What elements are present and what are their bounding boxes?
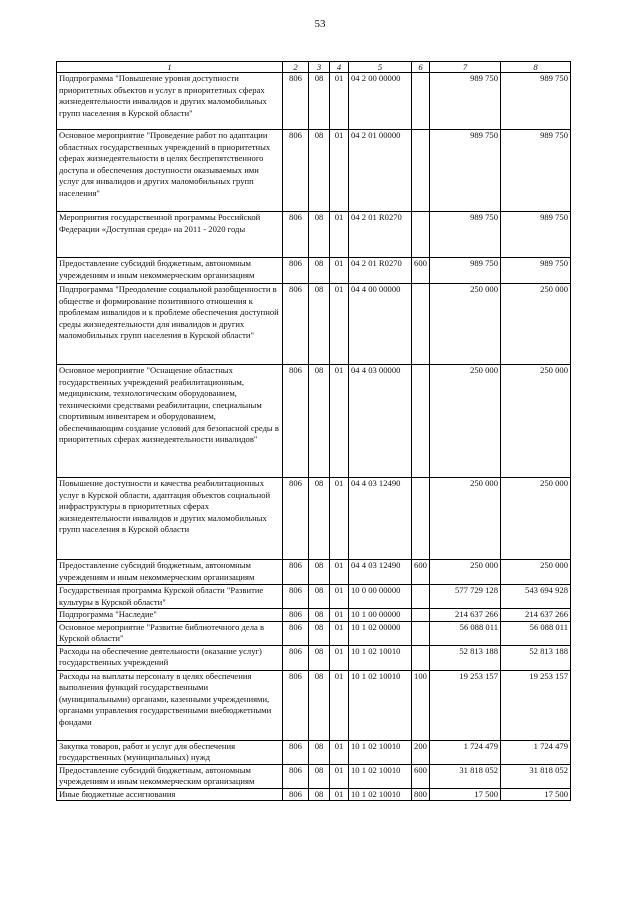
row-section: 08 xyxy=(309,365,330,478)
row-amount-1: 989 750 xyxy=(430,258,501,284)
row-expense-type: 600 xyxy=(412,258,430,284)
col-header-8: 8 xyxy=(501,62,571,73)
row-subsection: 01 xyxy=(330,670,349,740)
row-target-article: 04 4 03 00000 xyxy=(349,365,412,478)
row-section: 08 xyxy=(309,284,330,365)
row-amount-2: 19 253 157 xyxy=(501,670,571,740)
row-name: Иные бюджетные ассигнования xyxy=(57,788,283,801)
col-header-1: 1 xyxy=(57,62,283,73)
row-section: 08 xyxy=(309,740,330,764)
row-amount-1: 989 750 xyxy=(430,73,501,130)
row-amount-1: 214 637 266 xyxy=(430,609,501,622)
row-subsection: 01 xyxy=(330,212,349,258)
row-expense-type xyxy=(412,365,430,478)
col-header-6: 6 xyxy=(412,62,430,73)
row-name: Основное мероприятие "Оснащение областных государственных учреждений реабилитационным, медицинским, технологическим оборудованием, техническими средствами реабилитации, специальным спортивным инвентарем и оборудованием, обеспечивающим создание условий для безопасной среды в приоритетных сферах жизнедеятельности инвалидов" xyxy=(57,365,283,478)
row-expense-type xyxy=(412,130,430,212)
row-target-article: 04 2 01 R0270 xyxy=(349,258,412,284)
row-expense-type: 100 xyxy=(412,670,430,740)
row-amount-1: 250 000 xyxy=(430,365,501,478)
row-target-article: 10 1 02 10010 xyxy=(349,740,412,764)
row-subsection: 01 xyxy=(330,73,349,130)
row-section: 08 xyxy=(309,788,330,801)
row-amount-2: 250 000 xyxy=(501,478,571,560)
row-amount-1: 31 818 052 xyxy=(430,764,501,788)
row-amount-2: 250 000 xyxy=(501,365,571,478)
row-name: Предоставление субсидий бюджетным, автономным учреждениям и иным некоммерческим организациям xyxy=(57,764,283,788)
row-amount-1: 56 088 011 xyxy=(430,621,501,645)
row-expense-type xyxy=(412,284,430,365)
row-expense-type: 600 xyxy=(412,764,430,788)
row-grbs: 806 xyxy=(283,478,309,560)
row-subsection: 01 xyxy=(330,560,349,585)
row-amount-1: 250 000 xyxy=(430,560,501,585)
row-amount-2: 17 500 xyxy=(501,788,571,801)
table-row xyxy=(57,788,571,801)
table-row xyxy=(57,609,571,622)
row-name: Предоставление субсидий бюджетным, автономным учреждениям и иным некоммерческим организациям xyxy=(57,560,283,585)
table-row xyxy=(57,621,571,645)
row-target-article: 10 1 00 00000 xyxy=(349,609,412,622)
row-section: 08 xyxy=(309,764,330,788)
col-header-2: 2 xyxy=(283,62,309,73)
row-subsection: 01 xyxy=(330,258,349,284)
table-row xyxy=(57,670,571,740)
row-section: 08 xyxy=(309,130,330,212)
row-grbs: 806 xyxy=(283,560,309,585)
row-subsection: 01 xyxy=(330,621,349,645)
row-grbs: 806 xyxy=(283,73,309,130)
row-subsection: 01 xyxy=(330,645,349,670)
row-subsection: 01 xyxy=(330,130,349,212)
row-name: Повышение доступности и качества реабилитационных услуг в Курской области, адаптация объектов социальной инфраструктуры в приоритетных сферах жизнедеятельности инвалидов и других маломобильных групп населения в Курской области xyxy=(57,478,283,560)
row-subsection: 01 xyxy=(330,788,349,801)
row-name: Основное мероприятие "Проведение работ по адаптации областных государственных учреждений в приоритетных сферах жизнедеятельности в целях беспрепятственного доступа и обеспечения доступности оказываемых ими услуг для инвалидов и других маломобильных групп населения" xyxy=(57,130,283,212)
row-amount-1: 17 500 xyxy=(430,788,501,801)
row-amount-1: 989 750 xyxy=(430,130,501,212)
row-name: Расходы на обеспечение деятельности (оказание услуг) государственных учреждений xyxy=(57,645,283,670)
row-name: Подпрограмма "Преодоление социальной разобщенности в обществе и формирование позитивного отношения к проблемам инвалидов и к проблеме обеспечения доступной среды жизнедеятельности для инвалидов и других маломобильных групп населения в Курской области" xyxy=(57,284,283,365)
row-amount-1: 577 729 128 xyxy=(430,585,501,609)
row-amount-1: 1 724 479 xyxy=(430,740,501,764)
row-name: Государственная программа Курской области "Развитие культуры в Курской области" xyxy=(57,585,283,609)
row-subsection: 01 xyxy=(330,609,349,622)
table-row xyxy=(57,212,571,258)
row-section: 08 xyxy=(309,212,330,258)
row-amount-2: 250 000 xyxy=(501,560,571,585)
row-amount-2: 31 818 052 xyxy=(501,764,571,788)
row-grbs: 806 xyxy=(283,740,309,764)
row-target-article: 10 1 02 10010 xyxy=(349,670,412,740)
row-name: Основное мероприятие "Развитие библиотечного дела в Курской области" xyxy=(57,621,283,645)
row-section: 08 xyxy=(309,609,330,622)
column-header-row xyxy=(57,62,571,73)
row-subsection: 01 xyxy=(330,740,349,764)
row-amount-2: 989 750 xyxy=(501,258,571,284)
row-amount-2: 214 637 266 xyxy=(501,609,571,622)
row-subsection: 01 xyxy=(330,284,349,365)
row-name: Закупка товаров, работ и услуг для обеспечения государственных (муниципальных) нужд xyxy=(57,740,283,764)
row-section: 08 xyxy=(309,560,330,585)
row-target-article: 04 4 03 12490 xyxy=(349,560,412,585)
row-amount-2: 56 088 011 xyxy=(501,621,571,645)
row-grbs: 806 xyxy=(283,585,309,609)
row-name: Предоставление субсидий бюджетным, автономным учреждениям и иным некоммерческим организациям xyxy=(57,258,283,284)
table-row xyxy=(57,258,571,284)
table-row xyxy=(57,740,571,764)
row-grbs: 806 xyxy=(283,284,309,365)
row-expense-type: 200 xyxy=(412,740,430,764)
row-subsection: 01 xyxy=(330,585,349,609)
row-name: Расходы на выплаты персоналу в целях обеспечения выполнения функций государственными (муниципальными) органами, казенными учреждениями, органами управления государственными внебюджетными фондами xyxy=(57,670,283,740)
table-row xyxy=(57,478,571,560)
row-subsection: 01 xyxy=(330,478,349,560)
row-grbs: 806 xyxy=(283,788,309,801)
row-expense-type: 800 xyxy=(412,788,430,801)
row-expense-type: 600 xyxy=(412,560,430,585)
row-subsection: 01 xyxy=(330,365,349,478)
row-grbs: 806 xyxy=(283,670,309,740)
col-header-3: 3 xyxy=(309,62,330,73)
row-grbs: 806 xyxy=(283,764,309,788)
row-expense-type xyxy=(412,73,430,130)
row-target-article: 10 0 00 00000 xyxy=(349,585,412,609)
table-row xyxy=(57,585,571,609)
row-amount-2: 989 750 xyxy=(501,212,571,258)
row-amount-1: 989 750 xyxy=(430,212,501,258)
row-section: 08 xyxy=(309,645,330,670)
row-name: Подпрограмма "Наследие" xyxy=(57,609,283,622)
row-section: 08 xyxy=(309,258,330,284)
row-expense-type xyxy=(412,609,430,622)
row-section: 08 xyxy=(309,478,330,560)
row-section: 08 xyxy=(309,621,330,645)
row-grbs: 806 xyxy=(283,645,309,670)
row-amount-2: 989 750 xyxy=(501,130,571,212)
row-expense-type xyxy=(412,645,430,670)
row-target-article: 10 1 02 10010 xyxy=(349,645,412,670)
col-header-5: 5 xyxy=(349,62,412,73)
row-amount-1: 250 000 xyxy=(430,478,501,560)
row-target-article: 04 2 01 00000 xyxy=(349,130,412,212)
row-target-article: 04 4 00 00000 xyxy=(349,284,412,365)
row-expense-type xyxy=(412,478,430,560)
table-row xyxy=(57,284,571,365)
row-amount-2: 1 724 479 xyxy=(501,740,571,764)
col-header-4: 4 xyxy=(330,62,349,73)
budget-table xyxy=(56,61,571,801)
row-target-article: 10 1 02 10010 xyxy=(349,788,412,801)
row-grbs: 806 xyxy=(283,365,309,478)
table-row xyxy=(57,560,571,585)
row-section: 08 xyxy=(309,585,330,609)
row-name: Подпрограмма "Повышение уровня доступности приоритетных объектов и услуг в приоритетных сферах жизнедеятельности инвалидов и других маломобильных групп населения в Курской области" xyxy=(57,73,283,130)
row-expense-type xyxy=(412,212,430,258)
row-target-article: 04 2 01 R0270 xyxy=(349,212,412,258)
row-amount-2: 52 813 188 xyxy=(501,645,571,670)
page-number: 53 xyxy=(314,18,326,30)
row-expense-type xyxy=(412,585,430,609)
table-row xyxy=(57,130,571,212)
table-row xyxy=(57,73,571,130)
row-subsection: 01 xyxy=(330,764,349,788)
row-target-article: 04 2 00 00000 xyxy=(349,73,412,130)
table-row xyxy=(57,365,571,478)
row-section: 08 xyxy=(309,73,330,130)
row-amount-1: 250 000 xyxy=(430,284,501,365)
row-grbs: 806 xyxy=(283,621,309,645)
row-amount-2: 250 000 xyxy=(501,284,571,365)
row-amount-1: 52 813 188 xyxy=(430,645,501,670)
row-target-article: 10 1 02 10010 xyxy=(349,764,412,788)
row-grbs: 806 xyxy=(283,609,309,622)
row-target-article: 10 1 02 00000 xyxy=(349,621,412,645)
row-target-article: 04 4 03 12490 xyxy=(349,478,412,560)
row-section: 08 xyxy=(309,670,330,740)
row-amount-2: 989 750 xyxy=(501,73,571,130)
row-name: Мероприятия государственной программы Российской Федерации «Доступная среда» на 2011 - 2020 годы xyxy=(57,212,283,258)
row-amount-2: 543 694 928 xyxy=(501,585,571,609)
table-row xyxy=(57,764,571,788)
row-grbs: 806 xyxy=(283,258,309,284)
table-row xyxy=(57,645,571,670)
row-grbs: 806 xyxy=(283,212,309,258)
row-amount-1: 19 253 157 xyxy=(430,670,501,740)
col-header-7: 7 xyxy=(430,62,501,73)
row-grbs: 806 xyxy=(283,130,309,212)
row-expense-type xyxy=(412,621,430,645)
